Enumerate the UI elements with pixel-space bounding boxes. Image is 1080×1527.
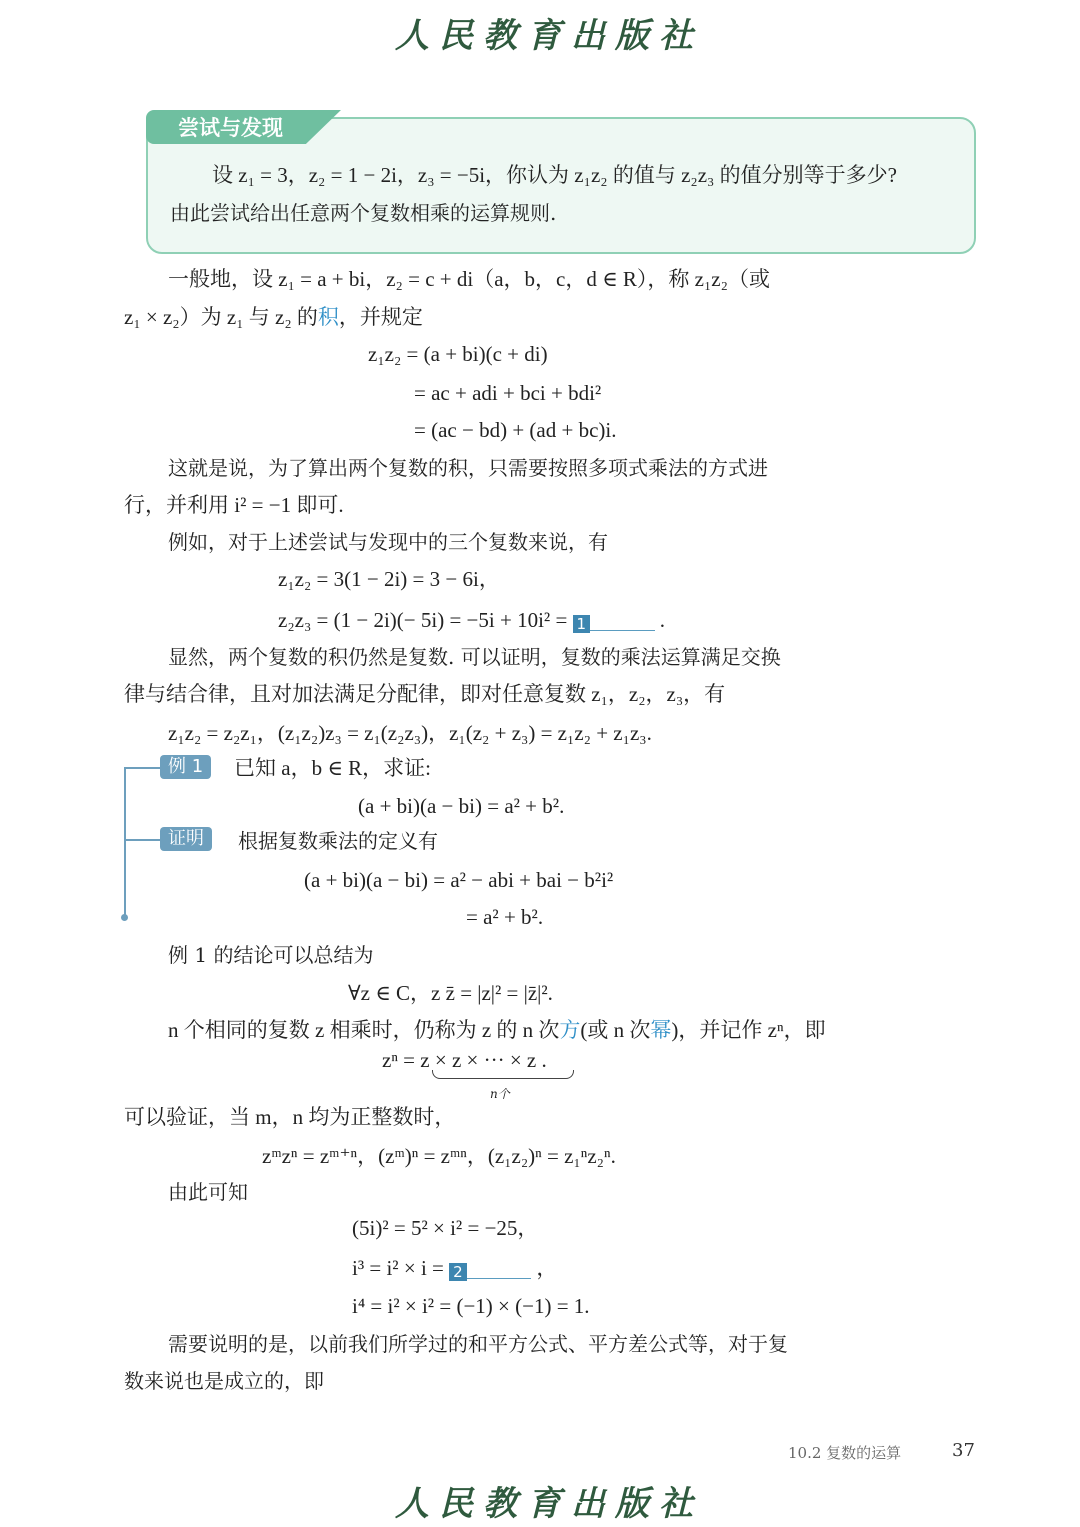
formula-14: [352, 1254, 557, 1282]
formula-1: z₁z₂ = (a + bi)(c + di): [368, 342, 548, 366]
text: ，: [536, 1256, 558, 1280]
bracket-tick: [124, 767, 160, 769]
example-bracket-line: [124, 767, 126, 917]
para1-line2: [124, 303, 423, 331]
formula-5: [278, 606, 665, 634]
text: z₂z₃ = (1 − 2i)(− 5i) = −5i + 10i² =: [278, 608, 568, 632]
text: ，并规定: [338, 305, 423, 329]
term-power-alt: 幂: [650, 1018, 672, 1042]
formula-15: i⁴ = i² × i² = (−1) × (−1) = 1.: [352, 1294, 590, 1318]
formula-3: = (ac − bd) + (ad + bc)i.: [414, 418, 617, 442]
proof-text: 根据复数乘法的定义有: [238, 829, 438, 853]
formula-2: = ac + adi + bci + bdi²: [414, 381, 602, 405]
para2-line2: 行，并利用 i² = −1 即可.: [124, 493, 344, 517]
para5: 例 1 的结论可以总结为: [168, 943, 374, 967]
formula-10: ∀z ∈ C，z z̄ = |z|² = |z̄|².: [348, 981, 553, 1005]
example-badge: 例 1: [160, 755, 211, 779]
text: .: [659, 608, 666, 632]
formula-8: (a + bi)(a − bi) = a² − abi + bai − b²i²: [304, 868, 614, 892]
publisher-logo-bottom: 人民教育出版社: [395, 1484, 703, 1524]
example-statement: 已知 a，b ∈ R，求证:: [234, 756, 431, 780]
formula-7: (a + bi)(a − bi) = a² + b².: [358, 794, 565, 818]
footer-section: 10.2 复数的运算: [788, 1444, 902, 1462]
para4-line2: 律与结合律，且对加法满足分配律，即对任意复数 z₁，z₂，z₃，有: [124, 682, 726, 706]
text: )，并记作 zⁿ，即: [671, 1018, 826, 1042]
text: (或 n 次: [580, 1018, 651, 1042]
formula-4: z₁z₂ = 3(1 − 2i) = 3 − 6i，: [278, 567, 500, 591]
formula-12: zᵐzⁿ = zᵐ⁺ⁿ，(zᵐ)ⁿ = zᵐⁿ，(z₁z₂)ⁿ = z₁ⁿz₂ⁿ.: [262, 1144, 616, 1168]
brace-label: n个: [490, 1087, 510, 1101]
page-number: 37: [952, 1440, 975, 1461]
bracket-tick: [124, 839, 160, 841]
formula-11: zⁿ = z × z × ··· × z .: [382, 1048, 547, 1072]
proof-badge: 证明: [160, 827, 212, 851]
try-box-line2: 由此尝试给出任意两个复数相乘的运算规则.: [170, 201, 557, 225]
try-box-title: 尝试与发现: [178, 116, 283, 140]
formula-13: (5i)² = 5² × i² = −25，: [352, 1216, 539, 1240]
text: z₁ × z₂）为 z₁ 与 z₂ 的: [124, 305, 318, 329]
answer-blank-1[interactable]: [573, 608, 655, 631]
formula-6: z₁z₂ = z₂z₁，(z₁z₂)z₃ = z₁(z₂z₃)，z₁(z₂ + z₃) = z₁z₂ + z₁z₃.: [168, 721, 652, 745]
para7: 可以验证，当 m，n 均为正整数时，: [124, 1105, 456, 1129]
para3: 例如，对于上述尝试与发现中的三个复数来说，有: [168, 530, 608, 554]
para4-line1: 显然，两个复数的积仍然是复数. 可以证明，复数的乘法运算满足交换: [168, 645, 781, 669]
para2-line1: 这就是说，为了算出两个复数的积，只需要按照多项式乘法的方式进: [168, 456, 768, 480]
text: i³ = i² × i =: [352, 1256, 444, 1280]
text: n 个相同的复数 z 相乘时，仍称为 z 的 n 次: [168, 1018, 560, 1042]
try-box-line1: 设 z₁ = 3，z₂ = 1 − 2i，z₃ = −5i，你认为 z₁z₂ 的值与 z₂z₃ 的值分别等于多少?: [212, 163, 897, 187]
answer-blank-2[interactable]: [449, 1256, 531, 1279]
para6: [168, 1016, 826, 1044]
blank-number: 1: [573, 615, 591, 633]
term-power: 方: [559, 1018, 581, 1042]
publisher-logo-top: 人民教育出版社: [395, 16, 703, 56]
para1-line1: 一般地，设 z₁ = a + bi，z₂ = c + di（a，b，c，d ∈ R），称 z₁z₂（或: [168, 267, 770, 291]
para9-line1: 需要说明的是，以前我们所学过的和平方公式、平方差公式等，对于复: [168, 1332, 788, 1356]
underbrace: [432, 1070, 574, 1079]
para8: 由此可知: [168, 1180, 248, 1204]
para9-line2: 数来说也是成立的，即: [124, 1369, 324, 1393]
bracket-end-dot: [121, 914, 128, 921]
term-product: 积: [317, 305, 339, 329]
blank-number: 2: [449, 1263, 467, 1281]
formula-9: = a² + b².: [466, 905, 544, 929]
